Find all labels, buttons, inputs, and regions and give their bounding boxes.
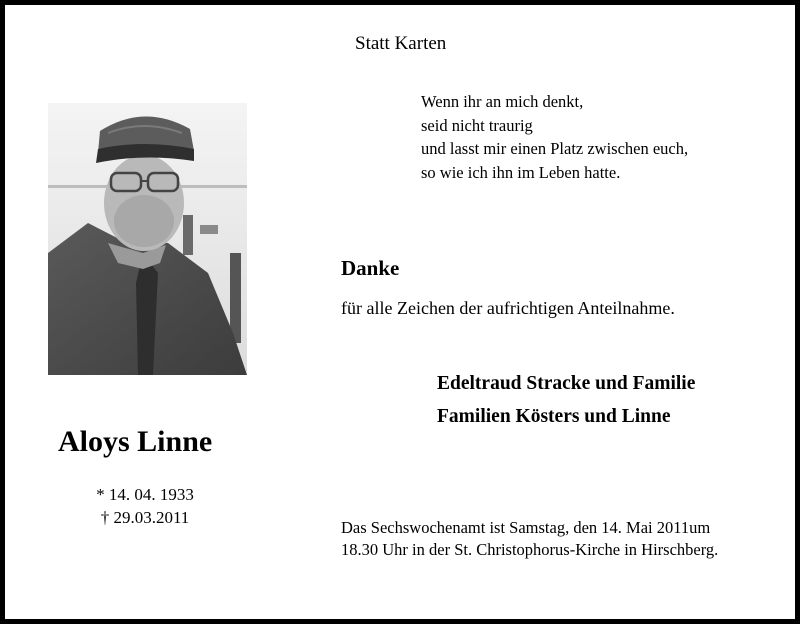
statt-karten-heading: Statt Karten <box>355 33 447 54</box>
portrait-photo <box>48 103 247 375</box>
death-date: † 29.03.2011 <box>100 508 190 527</box>
thanks-text: für alle Zeichen der aufrichtigen Anteilnahme. <box>341 298 675 318</box>
poem <box>421 90 688 184</box>
family-line: Edeltraud Stracke und Familie <box>437 373 696 394</box>
family-signatures <box>437 367 695 433</box>
family-line: Familien Kösters und Linne <box>437 406 671 427</box>
poem-line: seid nicht traurig <box>421 115 533 135</box>
deceased-name: Aloys Linne <box>58 425 213 458</box>
notice-line: 18.30 Uhr in der St. Christophorus-Kirche in Hirschberg. <box>341 540 719 559</box>
thanks-title: Danke <box>341 256 400 280</box>
poem-line: so wie ich ihn im Leben hatte. <box>421 162 621 182</box>
life-dates <box>85 483 205 529</box>
poem-line: und lasst mir einen Platz zwischen euch, <box>421 139 689 158</box>
memorial-notice <box>341 517 718 561</box>
notice-line: Das Sechswochenamt ist Samstag, den 14. Mai 2011um <box>341 518 711 537</box>
poem-line: Wenn ihr an mich denkt, <box>421 92 584 111</box>
birth-date: * 14. 04. 1933 <box>96 485 194 504</box>
